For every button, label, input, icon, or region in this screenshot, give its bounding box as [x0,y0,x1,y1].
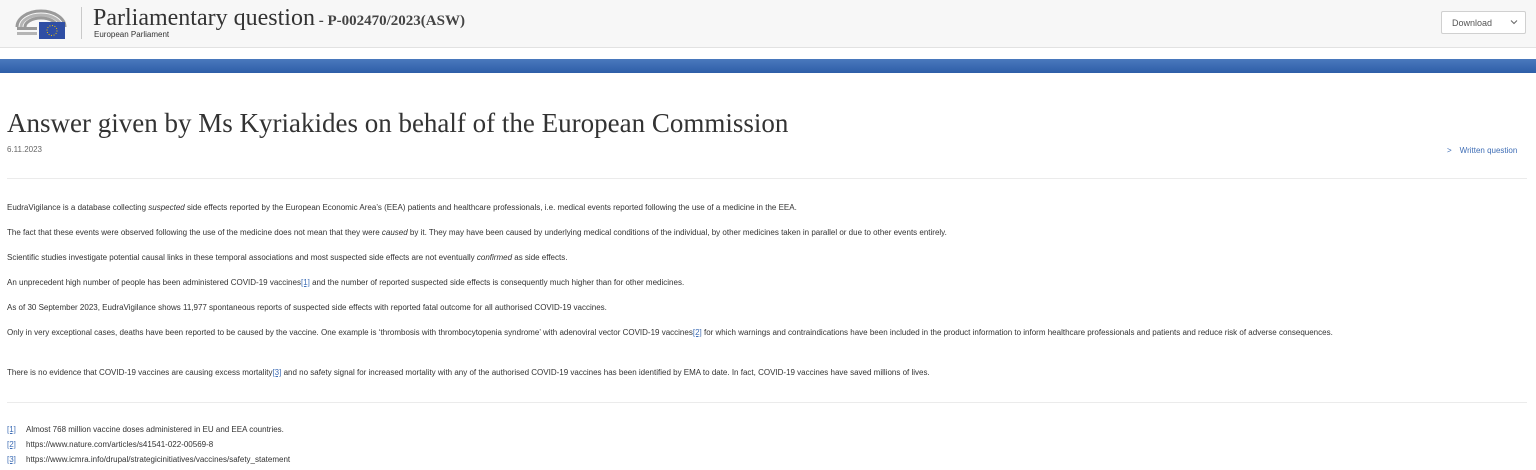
emphasis: caused [381,228,408,237]
question-reference: - P-002470/2023(ASW) [314,13,465,29]
blue-banner [0,59,1536,73]
text: Only in very exceptional cases, deaths have been reported to be caused by the vaccine. One example is ‘thrombosis with thrombocytopenia syndrome’ with adenoviral vector COVID-19 vaccines [7,328,693,337]
divider [7,178,1527,179]
footnote-1 [7,425,284,434]
footnote-3 [7,455,290,464]
footnote-number[interactable]: [2] [7,440,16,449]
european-parliament-logo[interactable] [13,5,69,41]
footnote-text: Almost 768 million vaccine doses administered in EU and EEA countries. [26,425,284,434]
answer-date: 6.11.2023 [7,145,42,154]
text: and no safety signal for increased mortality with any of the authorised COVID-19 vaccines has been identified by EMA to date. In fact, COVID-19 vaccines have saved millions of lives. [281,368,930,377]
written-question-label: Written question [1459,146,1518,155]
chevron-down-icon [1509,17,1519,27]
paragraph-1 [7,202,1522,214]
logo-separator [81,7,82,39]
answer-heading: Answer given by Ms Kyriakides on behalf of the European Commission [7,108,789,138]
footnote-text: https://www.icmra.info/drupal/strategicinitiatives/vaccines/safety_statement [26,455,291,464]
page-title-text: Parliamentary question [93,5,315,31]
paragraph-4 [7,277,1522,289]
text: There is no evidence that COVID-19 vaccines are causing excess mortality [7,368,273,377]
written-question-link[interactable] [1447,146,1517,155]
footnote-ref-2[interactable]: [2] [692,328,702,337]
footnote-ref-1[interactable]: [1] [300,278,310,287]
text: EudraVigilance is a database collecting [7,203,149,212]
top-header [0,0,1536,48]
footnote-text: https://www.nature.com/articles/s41541-022-00569-8 [26,440,214,449]
text: as side effects. [512,253,568,262]
paragraph-2 [7,227,1522,239]
paragraph-6 [7,327,1522,339]
divider [7,402,1527,403]
text: for which warnings and contraindications have been included in the product information to inform healthcare professionals and patients and reduce risk of adverse consequences. [701,328,1333,337]
download-dropdown[interactable] [1441,11,1526,34]
text: The fact that these events were observed following the use of the medicine does not mean that they were [7,228,382,237]
text: side effects reported by the European Economic Area’s (EEA) patients and healthcare professionals, i.e. medical events reported following the use of a medicine in the EEA. [184,203,797,212]
footnote-number[interactable]: [3] [7,455,16,464]
text: and the number of reported suspected side effects is consequently much higher than for other medicines. [309,278,685,287]
footnote-2 [7,440,213,449]
text: by it. They may have been caused by underlying medical conditions of the individual, by other medicines taken in parallel or due to other events entirely. [407,228,947,237]
download-label: Download [1452,18,1493,28]
footnote-ref-3[interactable]: [3] [272,368,282,377]
organization-name: European Parliament [94,30,170,39]
text: An unprecedent high number of people has been administered COVID-19 vaccines [7,278,301,287]
paragraph-5: As of 30 September 2023, EudraVigilance shows 11,977 spontaneous reports of suspected side effects with reported fatal outcome for all authorised COVID-19 vaccines. [7,303,607,312]
paragraph-7 [7,367,1522,379]
chevron-right-icon: > [1447,146,1452,155]
emphasis: suspected [148,203,185,212]
text: Scientific studies investigate potential causal links in these temporal associations and most suspected side effects are not eventually [7,253,477,262]
footnote-number[interactable]: [1] [7,425,16,434]
emphasis: confirmed [476,253,513,262]
paragraph-3 [7,252,1522,264]
